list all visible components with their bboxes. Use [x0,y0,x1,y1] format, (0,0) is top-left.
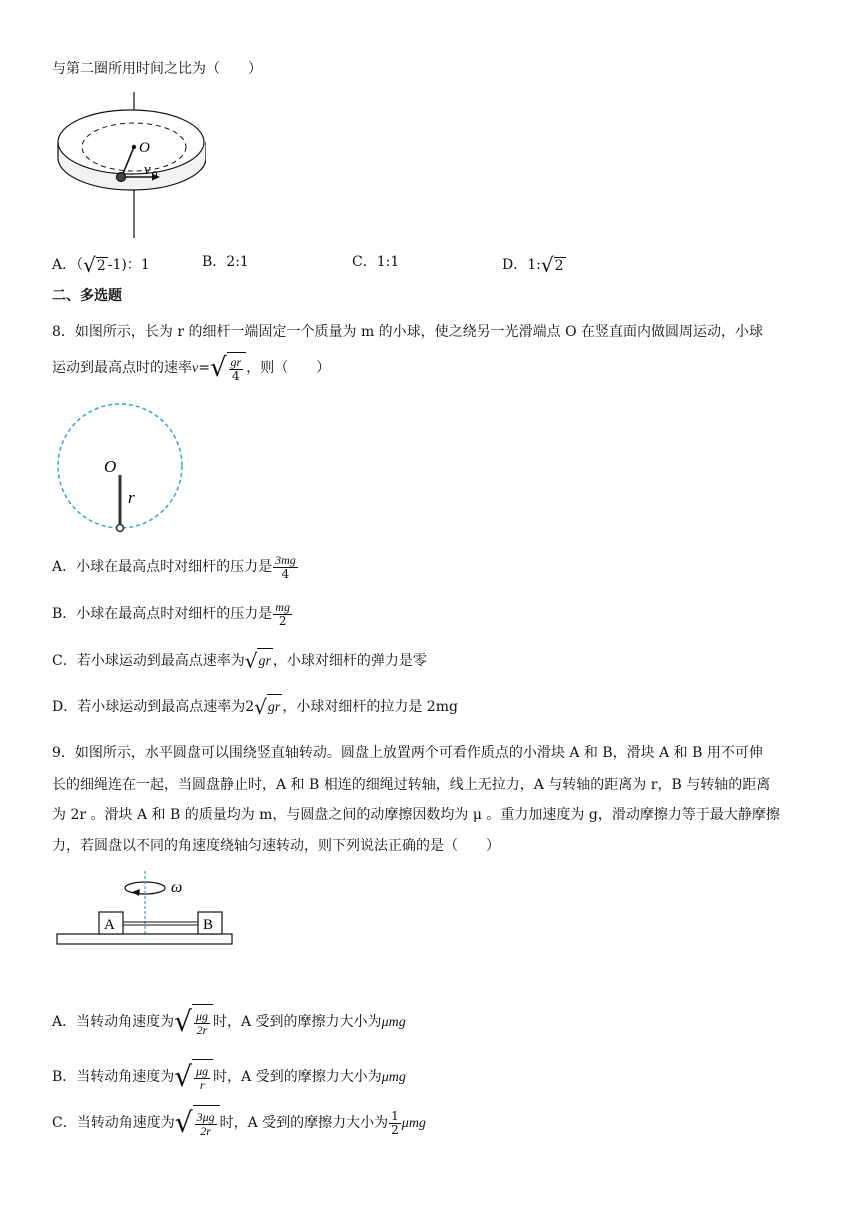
q8-option-c: C．若小球运动到最高点速率为√gr ，小球对细杆的弹力是零 [52,649,427,673]
q7-label-v-sub: 0 [152,169,158,181]
q7-stem-tail: 与第二圈所用时间之比为（ ） [52,61,262,77]
q9-option-a: A．当转动角速度为√ $\frac{\mu g}{2r}$ 时，A 受到的摩擦力大小为μmg [52,1005,406,1038]
q8-stem-line1: 8．如图所示，长为 r 的细杆一端固定一个质量为 m 的小球，使之绕另一光滑端点 O 在竖直面内做圆周运动，小球 [52,324,764,340]
section-title-multi-choice: 二、多选题 [52,288,122,304]
q8-label-o: O [104,457,117,476]
q9-option-c: C．当转动角速度为√ $\frac{3\mu g}{2r}$ 时，A 受到的摩擦力大小为 $\frac{1}{2}$ μmg [52,1106,426,1139]
q7-option-b: B．2:1 [202,254,249,270]
q8-option-a: A．小球在最高点时对细杆的压力是 $\frac{3mg}{4}$ [52,552,296,581]
q9-label-a: A [104,917,115,933]
q7-option-c: C．1:1 [352,254,400,270]
q9-label-b: B [203,917,214,933]
q8-option-b: B．小球在最高点时对细杆的压力是 $\frac{mg}{2}$ [52,599,290,628]
q8-figure-circle [52,400,192,540]
q7-label-o: O [139,140,150,156]
q9-figure-disk-sliders [54,868,236,950]
q8-stem-line2: 运动到最高点时的速率v=√ $\frac{gr}{4}$ ，则（ ） [52,353,331,383]
q7-option-d: D．1:√2 [502,253,564,277]
q9-stem-line1: 9．如图所示，水平圆盘可以围绕竖直轴转动。圆盘上放置两个可看作质点的小滑块 A 和 B，滑块 A 和 B 用不可伸 [52,745,763,761]
q9-stem-line2: 长的细绳连在一起，当圆盘静止时，A 和 B 相连的细绳过转轴，线上无拉力，A 与转轴的距离为 r，B 与转轴的距离 [52,777,771,793]
q9-stem-line3: 为 2r 。滑块 A 和 B 的质量均为 m，与圆盘之间的动摩擦因数均为 μ 。重力加速度为 g，滑动摩擦力等于最大静摩擦 [52,807,780,823]
q9-label-omega: ω [171,879,183,896]
q7-figure-disk [56,90,206,240]
q9-stem-line4: 力，若圆盘以不同的角速度绕轴匀速转动，则下列说法正确的是（ ） [52,838,500,854]
q7-label-v: v [144,162,151,178]
q8-option-d: D．若小球运动到最高点速率为2√gr ，小球对细杆的拉力是 2mg [52,695,458,719]
q9-option-b: B．当转动角速度为√ $\frac{\mu g}{r}$ 时，A 受到的摩擦力大小为μmg [52,1060,406,1093]
q8-label-r: r [128,488,135,507]
q7-option-a: A．（√2 -1)：1 [52,253,150,277]
